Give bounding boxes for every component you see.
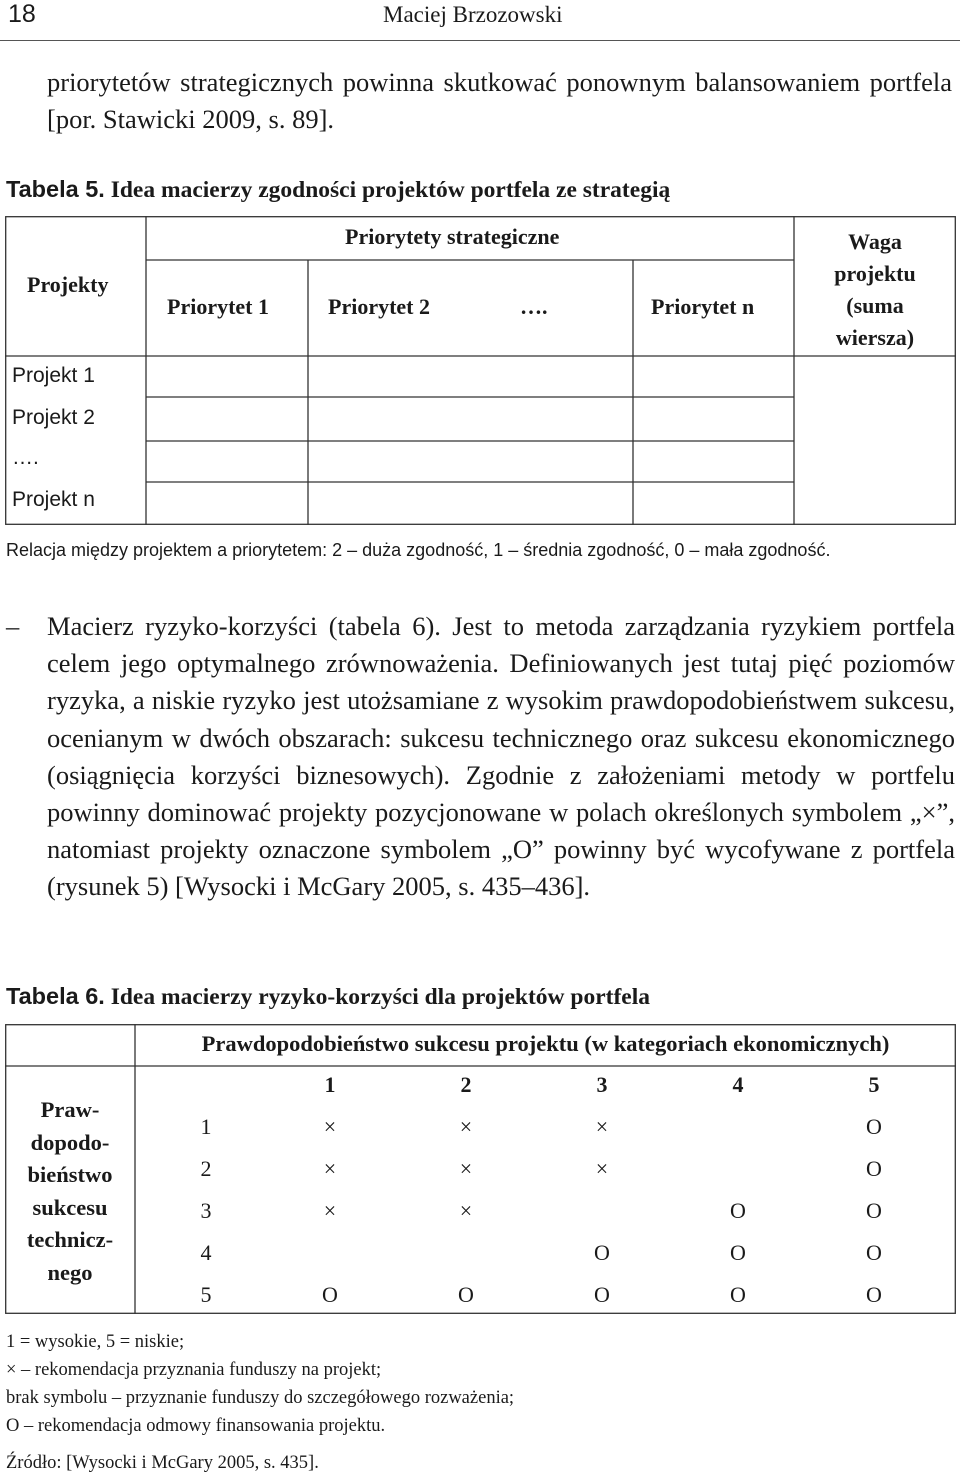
table6-cross-mark: × [323, 1114, 337, 1139]
table6-row-header-line-2: dopodo- [30, 1129, 110, 1155]
table6-circle-mark: O [866, 1240, 882, 1265]
table6-circle-mark: O [866, 1156, 882, 1181]
list-dash: – [6, 611, 20, 641]
table6-caption [6, 983, 650, 1011]
table6-row-header-line-1: Praw- [40, 1097, 100, 1122]
table6-circle-mark: O [866, 1114, 882, 1139]
table6-row-label: 1 [200, 1114, 212, 1139]
table6-cross-mark: × [323, 1156, 337, 1181]
table6-row-header-line-6: nego [47, 1259, 93, 1285]
table6-row-header-line-3: bieństwo [27, 1162, 113, 1187]
table6-circle-mark: O [866, 1282, 882, 1307]
table6-row-header-line-5: technicz- [26, 1227, 114, 1252]
table6-cross-mark: × [595, 1114, 609, 1139]
table6-risk-benefit-matrix [5, 1024, 956, 1314]
table5-header-priority-ellipsis: …. [520, 294, 548, 319]
table6-column-number: 5 [868, 1072, 880, 1097]
table6-caption-label: Tabela 6. [6, 983, 105, 1009]
table6-row-label: 2 [200, 1156, 212, 1181]
table6-circle-mark: O [594, 1282, 610, 1307]
table6-column-number: 4 [732, 1072, 744, 1097]
table5-weight-line-4: wiersza) [835, 325, 915, 350]
table6-cross-mark: × [459, 1156, 473, 1181]
table5-caption-label: Tabela 5. [6, 176, 105, 202]
table6-legend-cross: × – rekomendacja przyznania funduszy na projekt; [6, 1360, 382, 1380]
table6-cross-mark: × [459, 1114, 473, 1139]
table6-column-header: Prawdopodobieństwo sukcesu projektu (w kategoriach ekonomicznych) [201, 1031, 890, 1056]
table6-cross-mark: × [459, 1198, 473, 1223]
table6-cross-mark: × [323, 1198, 337, 1223]
table6-column-number: 1 [324, 1072, 336, 1097]
table6-circle-mark: O [730, 1198, 746, 1223]
table5-weight-line-3: (suma [846, 293, 904, 318]
table6-row-label: 4 [200, 1240, 212, 1265]
table5-caption [6, 176, 670, 204]
table6-circle-mark: O [594, 1240, 610, 1265]
paragraph-intro: priorytetów strategicznych powinna skutkować ponownym balansowaniem portfela [por. Stawicki 2009, s. 89]. [47, 67, 952, 135]
table5-header-weight [794, 226, 956, 354]
table5-row-project-1: Projekt 1 [12, 364, 95, 387]
table6-row-label: 3 [200, 1198, 212, 1223]
table6-column-number: 3 [596, 1072, 608, 1097]
page-number: 18 [8, 0, 36, 28]
paragraph-risk-benefit: Macierz ryzyko-korzyści (tabela 6). Jest to metoda zarządzania ryzykiem portfela celem jego optymalnego zrównoważenia. Definiowanych jest tutaj pięć poziomów ryzyka, a niskie ryzyko jest utożsamiane z wysokim prawdopodobieństwem sukcesu, ocenianym w dwóch obszarach: sukcesu technicznego oraz sukcesu ekonomicznego (osiągnięcia korzyści biznesowych). Zgodnie z założeniami metody w portfelu powinny dominować projekty pozycjonowane w polach określonych symbolem „×”, natomiast projekty oznaczone symbolem „O” powinny być wycofywane z portfela (rysunek 5) [Wysocki i McGary 2005, s. 435–436]. [47, 611, 955, 902]
table5-weight-line-2: projektu [834, 261, 916, 286]
table5-note: Relacja między projektem a priorytetem: 2 – duża zgodność, 1 – średnia zgodność, 0 – mała zgodność. [6, 540, 831, 560]
table6-circle-mark: O [730, 1282, 746, 1307]
table6-circle-mark: O [458, 1282, 474, 1307]
table5-caption-text: Idea macierzy zgodności projektów portfela ze strategią [110, 177, 671, 203]
table5-row-project-2: Projekt 2 [12, 406, 95, 429]
table5-row-project-n: Projekt n [12, 488, 95, 511]
table6-row-header [5, 1094, 135, 1289]
header-divider [0, 40, 960, 41]
running-head: Maciej Brzozowski [383, 2, 563, 27]
table6-circle-mark: O [322, 1282, 338, 1307]
table6-caption-text: Idea macierzy ryzyko-korzyści dla projektów portfela [110, 984, 651, 1010]
table5-header-priority-1: Priorytet 1 [167, 294, 269, 319]
table6-legend-scale: 1 = wysokie, 5 = niskie; [6, 1332, 185, 1352]
table5-weight-line-1: Waga [848, 229, 902, 254]
table6-column-number: 2 [460, 1072, 472, 1097]
table6-row-label: 5 [200, 1282, 212, 1307]
table5-row-ellipsis: …. [12, 446, 39, 469]
table5-header-priority-n: Priorytet n [651, 294, 755, 319]
table6-legend-none: brak symbolu – przyznanie funduszy do szczegółowego rozważenia; [6, 1388, 515, 1408]
table6-circle-mark: O [866, 1198, 882, 1223]
table5-header-priority-2: Priorytet 2 [328, 294, 430, 319]
table6-source: Źródło: [Wysocki i McGary 2005, s. 435]. [6, 1453, 319, 1473]
table6-legend-circle: O – rekomendacja odmowy finansowania projektu. [6, 1416, 386, 1436]
table5-header-projects: Projekty [27, 272, 109, 297]
table5-strategy-matrix [5, 216, 956, 525]
table5-header-priorities-group: Priorytety strategiczne [345, 224, 560, 249]
table6-cross-mark: × [595, 1156, 609, 1181]
table6-circle-mark: O [730, 1240, 746, 1265]
table6-row-header-line-4: sukcesu [32, 1194, 108, 1220]
